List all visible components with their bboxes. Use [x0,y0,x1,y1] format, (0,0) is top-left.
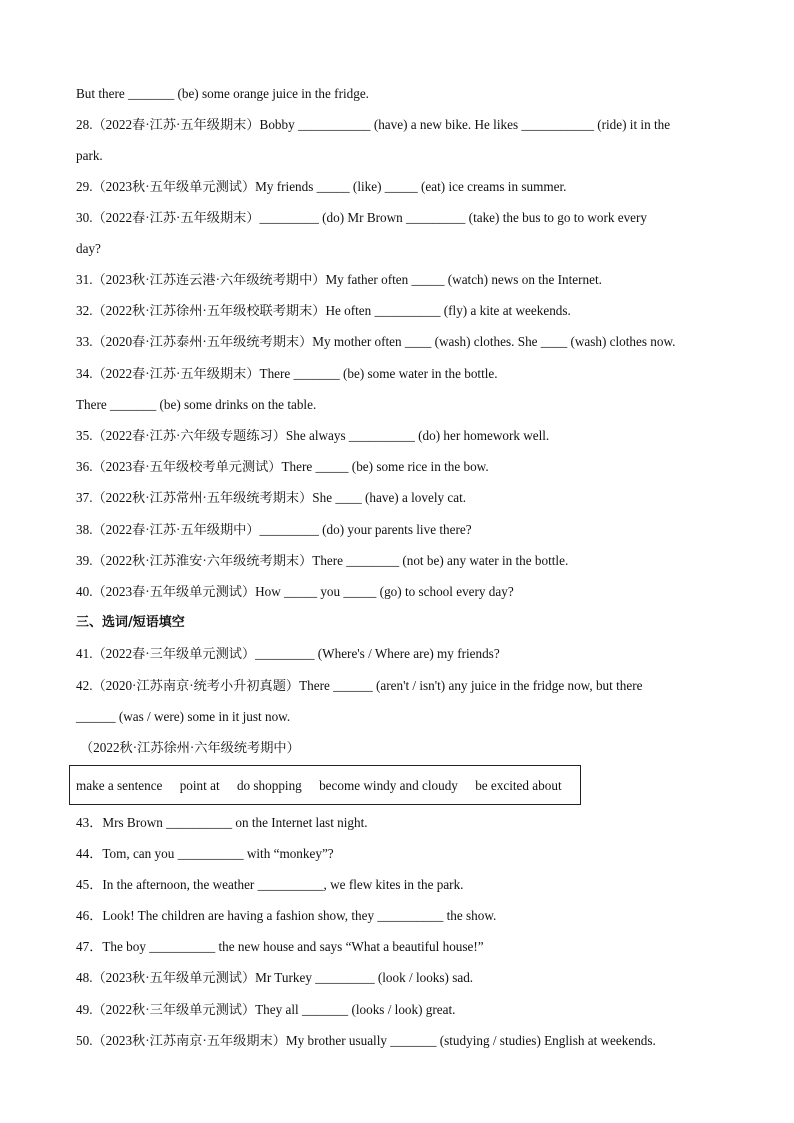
question-49: 49.（2022秋·三年级单元测试）They all _______ (looks / look) great. [76,1002,456,1017]
question-47: 47．The boy __________ the new house and says “What a beautiful house!” [76,939,484,954]
question-32: 32.（2022秋·江苏徐州·五年级校联考期末）He often __________ (fly) a kite at weekends. [76,303,571,318]
question-42: 42.（2020·江苏南京·统考小升初真题）There ______ (aren't / isn't) any juice in the fridge now, but there [76,678,643,693]
question-37: 37.（2022秋·江苏常州·五年级统考期末）She ____ (have) a lovely cat. [76,490,467,505]
question-48: 48.（2023秋·五年级单元测试）Mr Turkey _________ (look / looks) sad. [76,970,474,985]
question-35: 35.（2022春·江苏·六年级专题练习）She always __________ (do) her homework well. [76,428,550,443]
question-40: 40.（2023春·五年级单元测试）How _____ you _____ (go) to school every day? [76,584,514,599]
word-option: point at [179,778,220,793]
question-41: 41.（2022春·三年级单元测试）_________ (Where's / Where are) my friends? [76,646,500,661]
question-34: 34.（2022春·江苏·五年级期末）There _______ (be) some water in the bottle. [76,366,498,381]
section-heading: 三、选词/短语填空 [76,615,185,630]
question-46: 46．Look! The children are having a fashion show, they __________ the show. [76,908,497,923]
question-34-continuation: There _______ (be) some drinks on the table. [76,397,317,412]
question-33: 33.（2020春·江苏泰州·五年级统考期末）My mother often ____ (wash) clothes. She ____ (wash) clothes now. [76,334,676,349]
question-30-continuation: day? [76,241,101,256]
question-28-continuation: park. [76,148,103,163]
word-box-source: （2022秋·江苏徐州·六年级统考期中） [80,740,300,755]
question-29: 29.（2023秋·五年级单元测试）My friends _____ (like) _____ (eat) ice creams in summer. [76,179,567,194]
question-50: 50.（2023秋·江苏南京·五年级期末）My brother usually _______ (studying / studies) English at weekends. [76,1033,656,1048]
question-38: 38.（2022春·江苏·五年级期中）_________ (do) your parents live there? [76,522,472,537]
question-39: 39.（2022秋·江苏淮安·六年级统考期末）There ________ (not be) any water in the bottle. [76,553,569,568]
word-option: make a sentence [76,778,163,793]
question-42-continuation: ______ (was / were) some in it just now. [76,709,291,724]
question-43: 43．Mrs Brown __________ on the Internet last night. [76,815,368,830]
word-option: become windy and cloudy [319,778,458,793]
question-31: 31.（2023秋·江苏连云港·六年级统考期中）My father often _____ (watch) news on the Internet. [76,272,602,287]
question-27-continuation: But there _______ (be) some orange juice in the fridge. [76,86,369,101]
word-option: do shopping [236,778,302,793]
question-45: 45．In the afternoon, the weather __________, we flew kites in the park. [76,877,464,892]
word-option: be excited about [475,778,562,793]
question-44: 44．Tom, can you __________ with “monkey”? [76,846,334,861]
question-30: 30.（2022春·江苏·五年级期末）_________ (do) Mr Brown _________ (take) the bus to go to work every [76,210,648,225]
question-28: 28.（2022春·江苏·五年级期末）Bobby ___________ (have) a new bike. He likes ___________ (ride) it in the [76,117,671,132]
question-36: 36.（2023春·五年级校考单元测试）There _____ (be) some rice in the bow. [76,459,489,474]
word-box-options [76,778,576,794]
